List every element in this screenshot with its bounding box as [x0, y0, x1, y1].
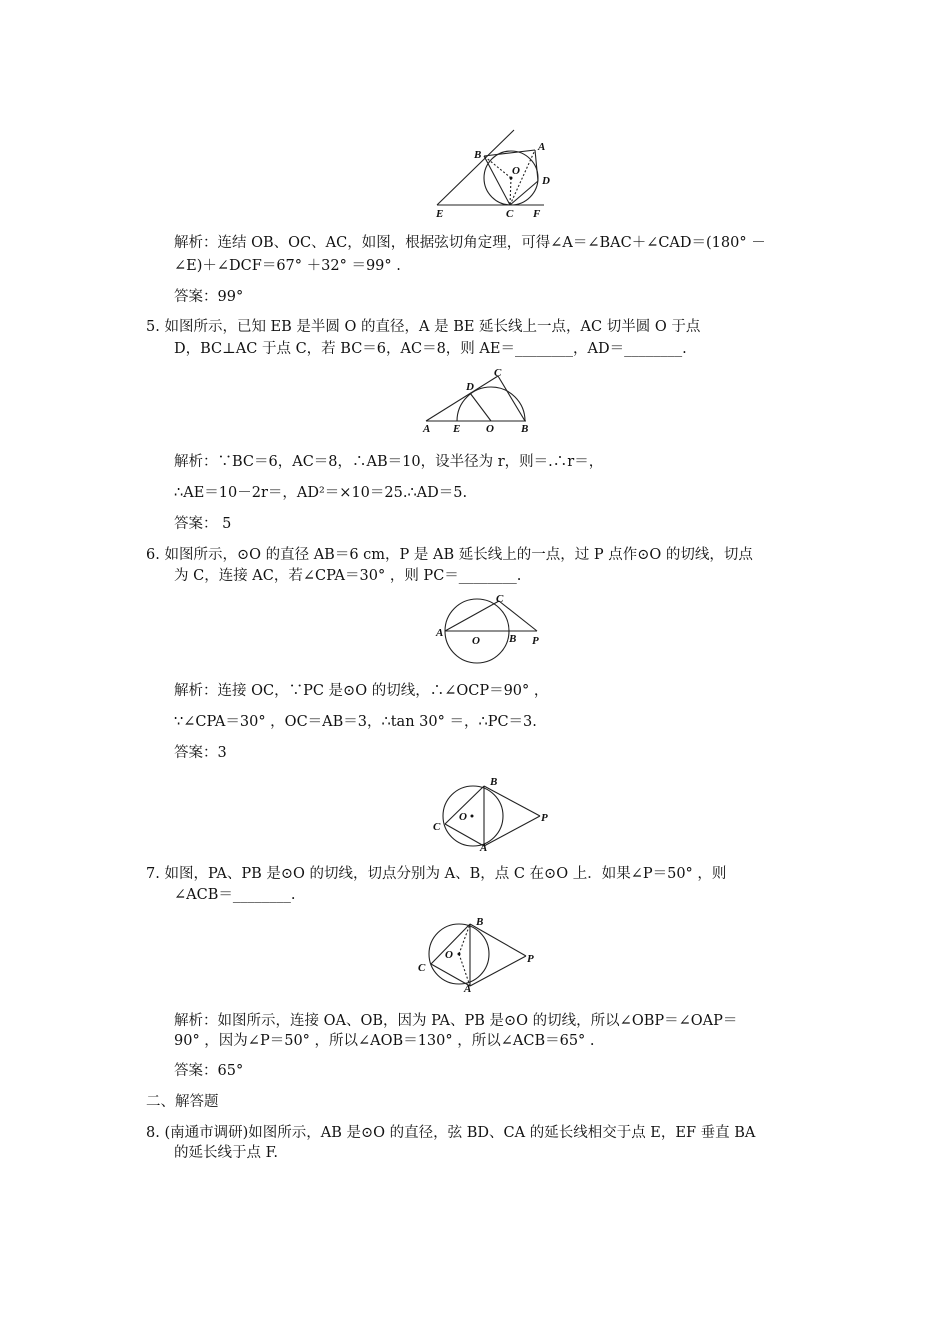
q4-analysis-line-1: 解析：连结 OB、OC、AC，如图，根据弦切角定理，可得∠A＝∠BAC＋∠CAD＝(180° －: [174, 235, 766, 251]
q5-analysis-line-2: ∴AE＝10－2r＝，AD²＝×10＝25.∴AD＝5.: [174, 485, 468, 501]
fig-label: C: [433, 821, 441, 833]
q5-answer: 答案： 5: [174, 516, 232, 532]
fig-label: O: [472, 635, 480, 647]
fig-label: O: [459, 811, 467, 823]
q6-analysis-line-2: ∵∠CPA＝30° ，OC＝AB＝3，∴tan 30° ＝，∴PC＝3.: [174, 714, 537, 730]
q5-analysis-line-1: 解析：∵BC＝6，AC＝8，∴AB＝10，设半径为 r，则＝.∴r＝，: [174, 454, 604, 470]
figure-q4: [432, 128, 552, 220]
fig-label: D: [466, 381, 474, 393]
q5-question-line-1: 5. 如图所示，已知 EB 是半圆 O 的直径，A 是 BE 延长线上一点，AC 切半圆 O 于点: [146, 319, 701, 335]
fig-label: B: [474, 149, 482, 161]
fig-label: O: [486, 423, 494, 434]
figure-q5: [420, 366, 534, 434]
q8-question-line-2: 的延长线于点 F.: [174, 1145, 279, 1161]
fig-label: A: [480, 842, 488, 852]
fig-label: A: [436, 627, 444, 639]
fig-label: A: [538, 141, 546, 153]
fig-label: B: [509, 633, 517, 645]
fig-label: C: [506, 208, 514, 220]
fig-label: A: [464, 983, 472, 994]
figure-q6: [432, 594, 548, 668]
fig-label: F: [533, 208, 541, 220]
q4-analysis-line-2: ∠E)＋∠DCF＝67° ＋32° ＝99° .: [174, 258, 401, 274]
fig-label: P: [527, 953, 534, 965]
q6-question-line-2: 为 C，连接 AC，若∠CPA＝30° ，则 PC＝________.: [174, 568, 522, 584]
figure-extra: [428, 774, 558, 852]
fig-label: C: [496, 594, 504, 605]
q8-question-line-1: 8. (南通市调研)如图所示，AB 是⊙O 的直径，弦 BD、CA 的延长线相交于点 E，EF 垂直 BA: [146, 1125, 756, 1141]
figure-q7: [414, 916, 544, 994]
fig-label: B: [476, 916, 484, 928]
fig-label: O: [512, 165, 520, 177]
q5-question-line-2: D，BC⊥AC 于点 C，若 BC＝6，AC＝8，则 AE＝________，AD＝________.: [174, 341, 687, 357]
fig-label: P: [532, 635, 539, 647]
section-title: 二、解答题: [146, 1094, 219, 1110]
q6-question-line-1: 6. 如图所示，⊙O 的直径 AB＝6 cm，P 是 AB 延长线上的一点，过 P 点作⊙O 的切线，切点: [146, 547, 753, 563]
fig-label: O: [445, 949, 453, 961]
q7-question-line-1: 7. 如图，PA、PB 是⊙O 的切线，切点分别为 A、B，点 C 在⊙O 上．如果∠P＝50° ，则: [146, 866, 727, 882]
fig-label: C: [418, 962, 426, 974]
q7-answer: 答案：65°: [174, 1063, 244, 1079]
fig-label: E: [436, 208, 444, 220]
q4-answer: 答案：99°: [174, 289, 244, 305]
fig-label: A: [423, 423, 431, 434]
fig-label: D: [542, 175, 550, 187]
q6-answer: 答案：3: [174, 745, 227, 761]
q7-analysis-line-2: 90° ，因为∠P＝50° ，所以∠AOB＝130° ，所以∠ACB＝65° .: [174, 1033, 595, 1049]
q6-analysis-line-1: 解析：连接 OC，∵PC 是⊙O 的切线，∴∠OCP＝90° ，: [174, 683, 549, 699]
fig-label: E: [453, 423, 461, 434]
fig-label: C: [494, 367, 502, 379]
q7-question-line-2: ∠ACB＝________.: [174, 887, 296, 903]
fig-label: P: [541, 812, 548, 824]
q7-analysis-line-1: 解析：如图所示，连接 OA、OB，因为 PA、PB 是⊙O 的切线，所以∠OBP＝∠OAP＝: [174, 1013, 738, 1029]
fig-label: B: [490, 776, 498, 788]
fig-label: B: [521, 423, 529, 434]
